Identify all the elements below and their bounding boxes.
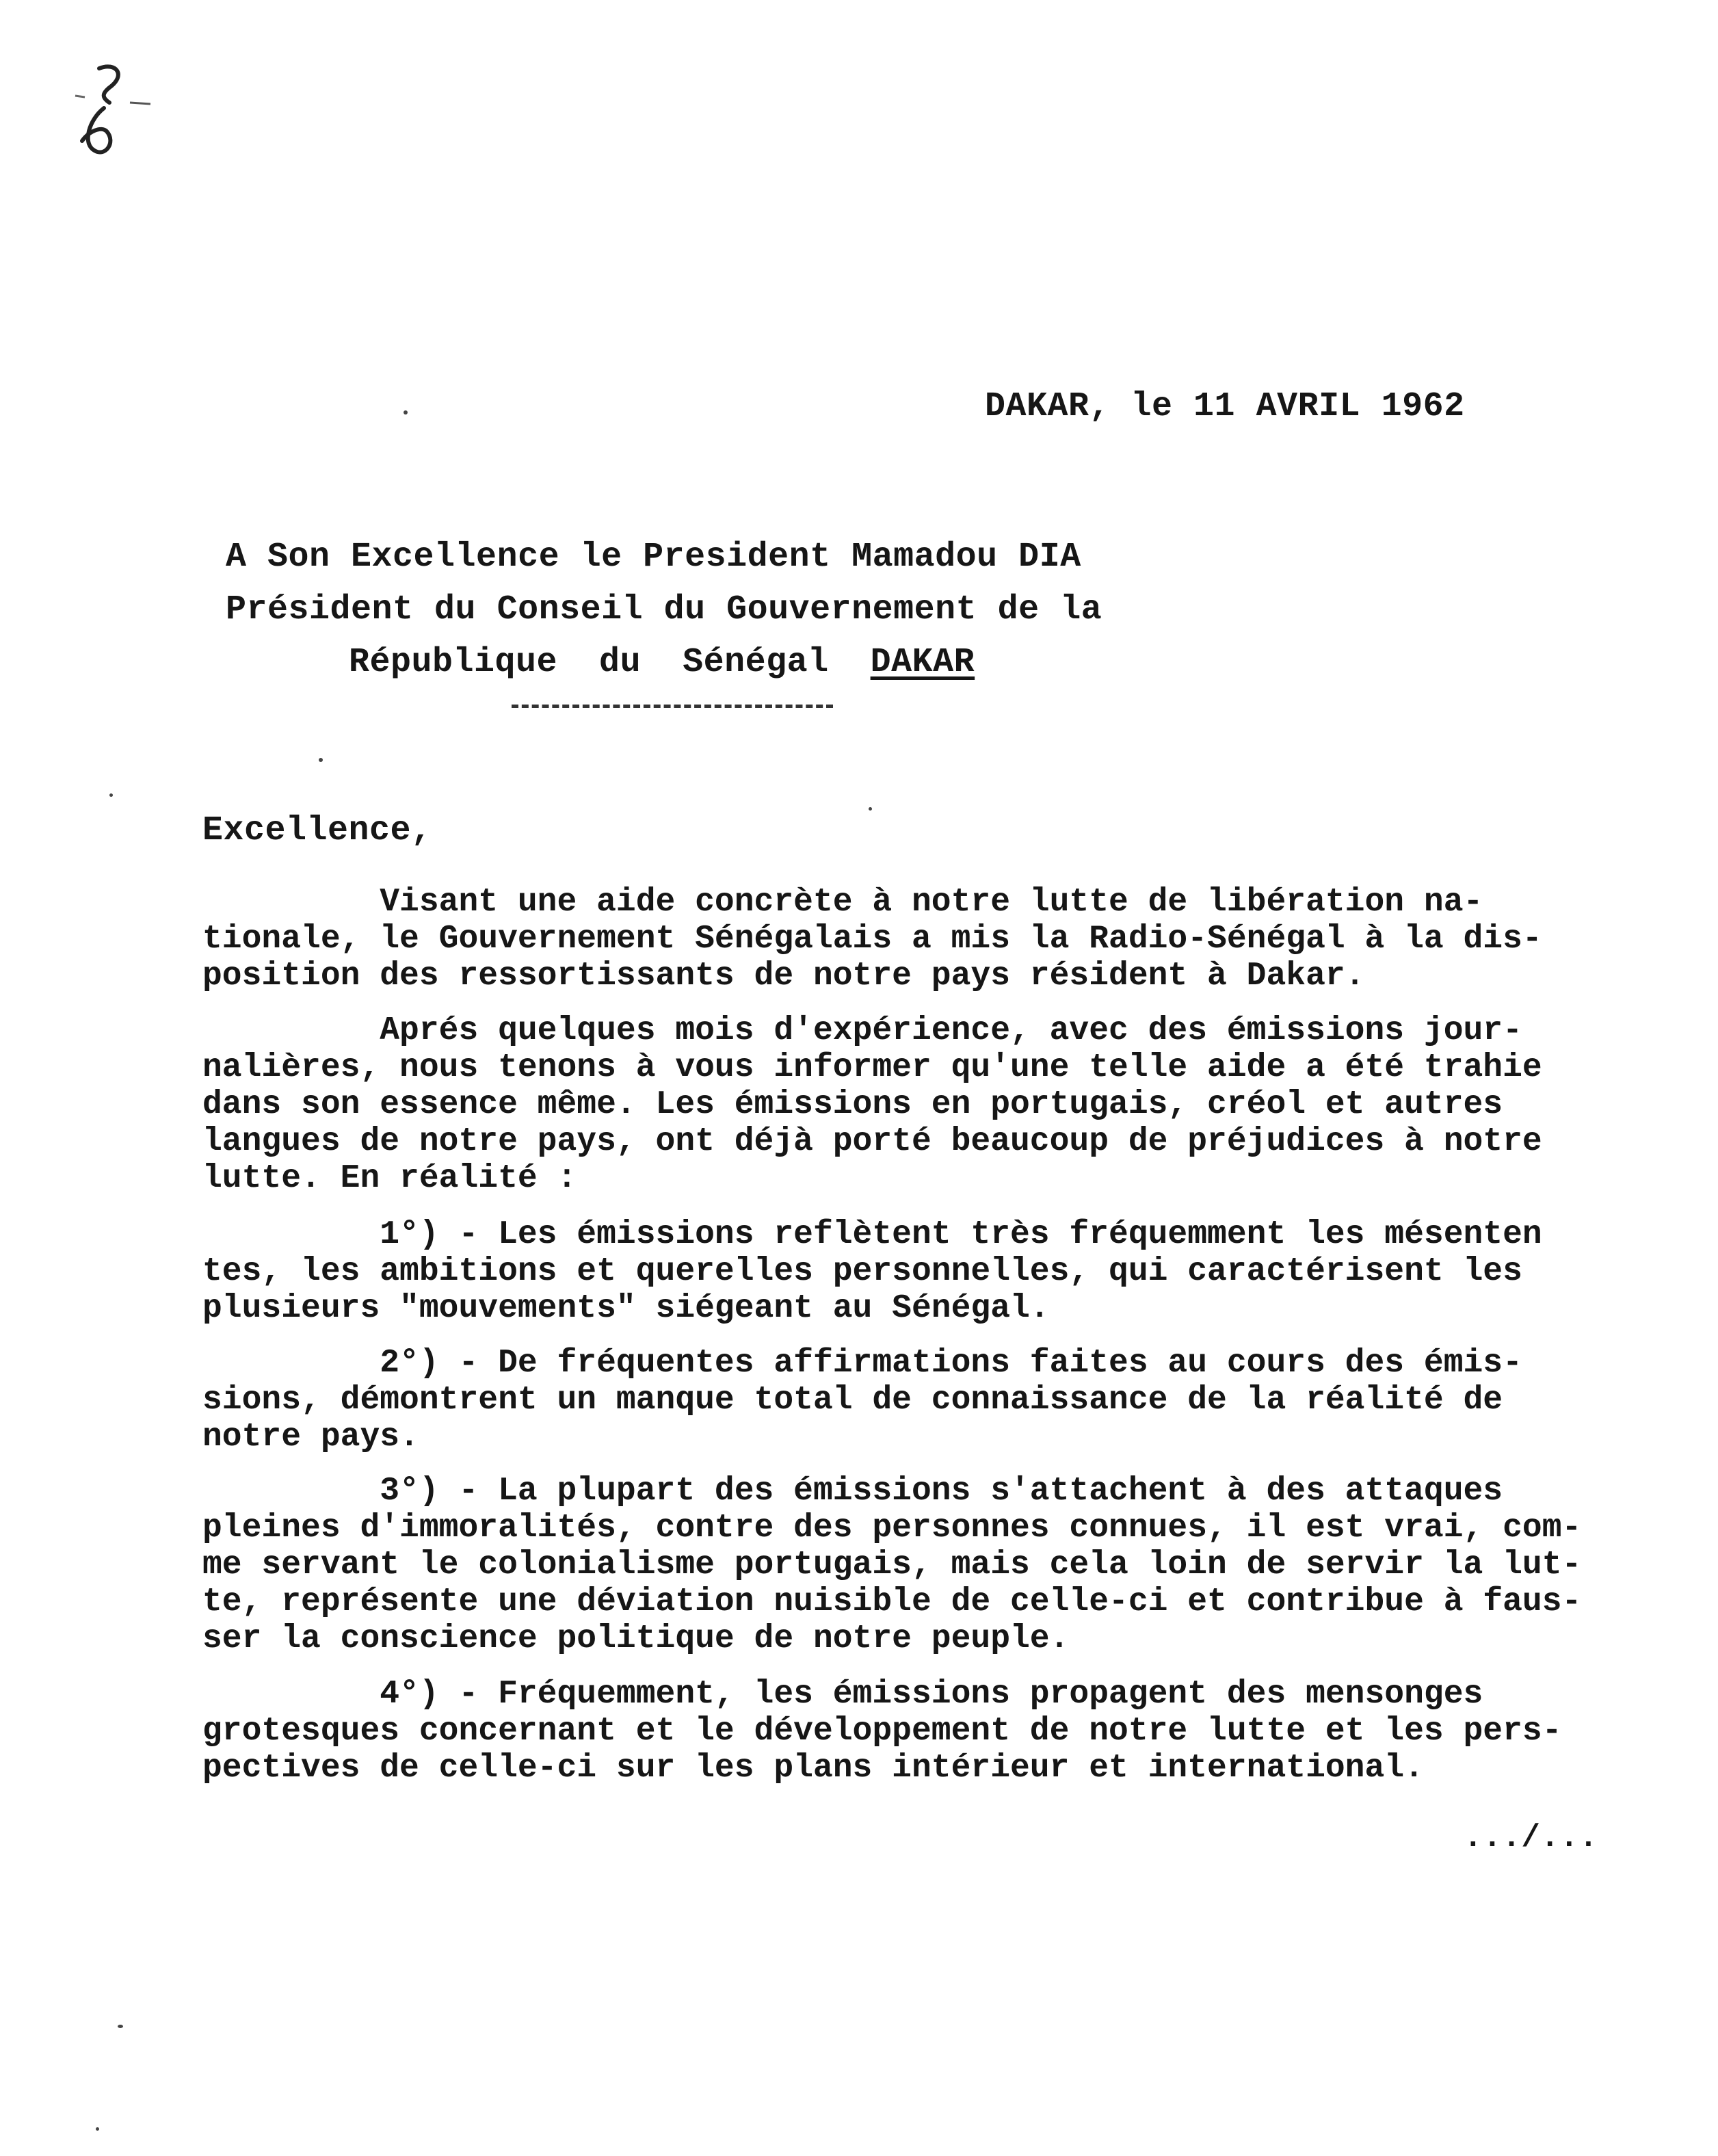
paragraph-line: nalières, nous tenons à vous informer qu'une telle aide a été trahie <box>202 1049 1542 1086</box>
paragraph-line: lutte. En réalité : <box>202 1160 577 1197</box>
recipient-line-1: A Son Excellence le President Mamadou DIA <box>226 538 1081 577</box>
paragraph-line: te, représente une déviation nuisible de celle-ci et contribue à faus- <box>202 1583 1582 1620</box>
paragraph-line: 1°) - Les émissions reflètent très fréquemment les mésenten <box>202 1216 1542 1253</box>
paper-speck <box>109 793 113 797</box>
continuation-mark: .../... <box>1464 1820 1598 1856</box>
body-paragraph-point-3 <box>202 1473 1666 1657</box>
body-paragraph-point-4 <box>202 1676 1666 1787</box>
body-paragraph-intro <box>202 884 1666 995</box>
paragraph-line: Visant une aide concrète à notre lutte de libération na- <box>202 884 1483 921</box>
handwritten-initials-mark <box>62 55 157 171</box>
paper-speck <box>319 758 323 762</box>
letter-date-line: DAKAR, le 11 AVRIL 1962 <box>985 387 1465 426</box>
body-paragraph-point-2 <box>202 1345 1666 1456</box>
paragraph-line: pectives de celle-ci sur les plans intérieur et international. <box>202 1750 1424 1787</box>
paper-speck <box>96 2127 99 2131</box>
recipient-country: République du Sénégal <box>349 643 871 682</box>
paragraph-line: me servant le colonialisme portugais, mais cela loin de servir la lut- <box>202 1547 1582 1583</box>
paragraph-line: dans son essence même. Les émissions en portugais, créol et autres <box>202 1086 1503 1123</box>
paragraph-line: notre pays. <box>202 1419 419 1456</box>
paragraph-line: langues de notre pays, ont déjà porté beaucoup de préjudices à notre <box>202 1123 1542 1160</box>
paragraph-line: 4°) - Fréquemment, les émissions propagent des mensonges <box>202 1676 1483 1713</box>
paragraph-line: ser la conscience politique de notre peuple. <box>202 1620 1070 1657</box>
address-divider-rule <box>512 705 833 708</box>
paragraph-line: tionale, le Gouvernement Sénégalais a mis la Radio-Sénégal à la dis- <box>202 921 1542 958</box>
paper-speck <box>404 410 408 415</box>
recipient-line-3 <box>349 643 975 682</box>
paper-speck <box>118 2025 123 2028</box>
paper-speck <box>869 807 872 811</box>
paragraph-line: pleines d'immoralités, contre des personnes connues, il est vrai, com- <box>202 1510 1582 1547</box>
paragraph-line: sions, démontrent un manque total de connaissance de la réalité de <box>202 1382 1503 1419</box>
salutation: Excellence, <box>202 811 432 850</box>
body-paragraph-experience <box>202 1012 1666 1197</box>
paragraph-line: tes, les ambitions et querelles personnelles, qui caractérisent les <box>202 1253 1522 1290</box>
paragraph-line: position des ressortissants de notre pays résident à Dakar. <box>202 958 1365 995</box>
paragraph-line: 3°) - La plupart des émissions s'attachent à des attaques <box>202 1473 1503 1510</box>
recipient-line-2: Président du Conseil du Gouvernement de la <box>226 590 1102 629</box>
body-paragraph-point-1 <box>202 1216 1666 1327</box>
paragraph-line: plusieurs "mouvements" siégeant au Sénégal. <box>202 1290 1050 1327</box>
recipient-city: DAKAR <box>870 643 975 682</box>
paragraph-line: 2°) - De fréquentes affirmations faites au cours des émis- <box>202 1345 1522 1382</box>
paragraph-line: grotesques concernant et le développement de notre lutte et les pers- <box>202 1713 1562 1750</box>
paragraph-line: Aprés quelques mois d'expérience, avec des émissions jour- <box>202 1012 1522 1049</box>
